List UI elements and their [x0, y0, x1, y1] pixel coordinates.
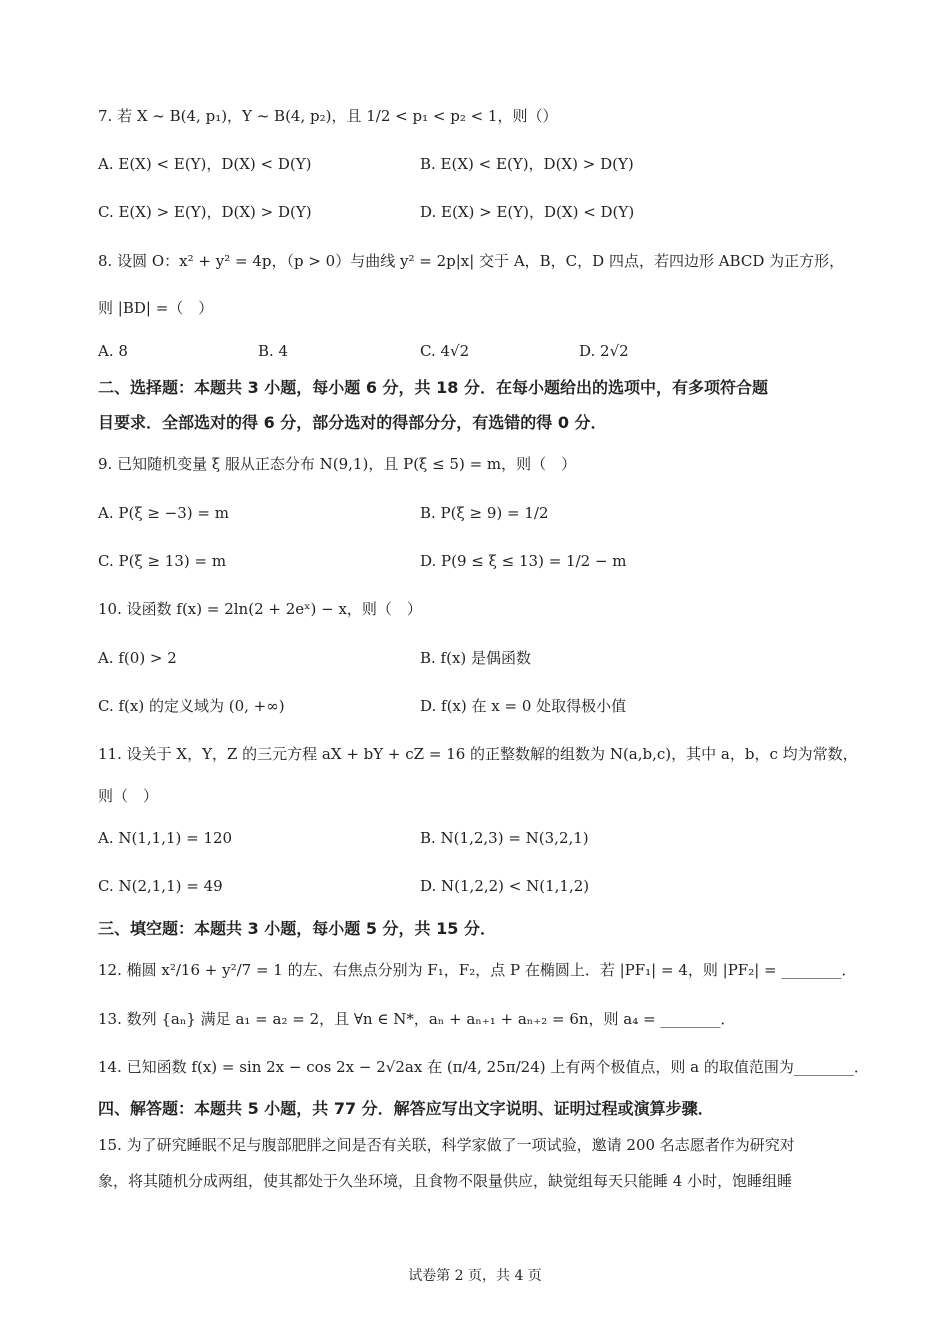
q7-option-b: B. E(X) < E(Y)，D(X) > D(Y): [420, 155, 634, 173]
q11-option-c: C. N(2,1,1) = 49: [98, 877, 223, 895]
section-2-heading: 二、选择题：本题共 3 小题，每小题 6 分，共 18 分．在每小题给出的选项中，有多项符合题: [98, 378, 768, 397]
q7-option-a: A. E(X) < E(Y)，D(X) < D(Y): [98, 155, 312, 173]
q9-option-b: B. P(ξ ≥ 9) = 1/2: [420, 504, 549, 522]
q10-option-d: D. f(x) 在 x = 0 处取得极小值: [420, 697, 627, 715]
q8-option-d: D. 2√2: [579, 342, 629, 360]
q7-option-c: C. E(X) > E(Y)，D(X) > D(Y): [98, 203, 312, 221]
section-2-heading-continued: 目要求．全部选对的得 6 分，部分选对的得部分分，有选错的得 0 分．: [98, 413, 607, 432]
q8-stem-continued: 则 |BD| =（ ）: [98, 299, 214, 317]
q14: 14. 已知函数 f(x) = sin 2x − cos 2x − 2√2ax 在 (π/4, 25π/24) 上有两个极值点，则 a 的取值范围为________．: [98, 1058, 869, 1076]
section-4-heading: 四、解答题：本题共 5 小题，共 77 分．解答应写出文字说明、证明过程或演算步骤．: [98, 1099, 714, 1118]
q8-option-c: C. 4√2: [420, 342, 470, 360]
page-footer: 试卷第 2 页，共 4 页: [408, 1268, 542, 1284]
q7-stem: 7. 若 X ~ B(4, p₁)，Y ~ B(4, p₂)，且 1/2 < p₁ < p₂ < 1，则（）: [98, 107, 558, 125]
q7-option-d: D. E(X) > E(Y)，D(X) < D(Y): [420, 203, 635, 221]
q10-stem: 10. 设函数 f(x) = 2ln(2 + 2eˣ) − x，则（ ）: [98, 600, 422, 618]
q8-stem: 8. 设圆 O：x² + y² = 4p，（p > 0）与曲线 y² = 2p|x| 交于 A，B，C，D 四点，若四边形 ABCD 为正方形，: [98, 252, 845, 270]
q8-option-a: A. 8: [98, 342, 128, 360]
q15-line-2: 象，将其随机分成两组，使其都处于久坐环境，且食物不限量供应，缺觉组每天只能睡 4 小时，饱睡组睡: [98, 1172, 793, 1190]
q15-line-1: 15. 为了研究睡眠不足与腹部肥胖之间是否有关联，科学家做了一项试验，邀请 200 名志愿者作为研究对: [98, 1136, 795, 1154]
q9-stem: 9. 已知随机变量 ξ 服从正态分布 N(9,1)，且 P(ξ ≤ 5) = m，则（ ）: [98, 455, 577, 473]
q11-option-d: D. N(1,2,2) < N(1,1,2): [420, 877, 590, 895]
q10-option-a: A. f(0) > 2: [98, 649, 177, 667]
q9-option-d: D. P(9 ≤ ξ ≤ 13) = 1/2 − m: [420, 552, 627, 570]
q10-option-c: C. f(x) 的定义域为 (0, +∞): [98, 697, 285, 715]
q9-option-a: A. P(ξ ≥ −3) = m: [98, 504, 229, 522]
q8-option-b: B. 4: [258, 342, 289, 360]
q11-option-a: A. N(1,1,1) = 120: [98, 829, 233, 847]
q10-option-b: B. f(x) 是偶函数: [420, 649, 532, 667]
q12: 12. 椭圆 x²/16 + y²/7 = 1 的左、右焦点分别为 F₁，F₂，点 P 在椭圆上．若 |PF₁| = 4，则 |PF₂| = ________．: [98, 961, 857, 979]
q9-option-c: C. P(ξ ≥ 13) = m: [98, 552, 227, 570]
q11-stem: 11. 设关于 X，Y，Z 的三元方程 aX + bY + cZ = 16 的正整数解的组数为 N(a,b,c)，其中 a，b，c 均为常数，: [98, 745, 858, 763]
q13: 13. 数列 {aₙ} 满足 a₁ = a₂ = 2，且 ∀n ∈ N*，aₙ + aₙ₊₁ + aₙ₊₂ = 6n，则 a₄ = ________．: [98, 1010, 736, 1028]
q11-option-b: B. N(1,2,3) = N(3,2,1): [420, 829, 589, 847]
q11-stem-continued: 则（ ）: [98, 787, 159, 805]
section-3-heading: 三、填空题：本题共 3 小题，每小题 5 分，共 15 分．: [98, 919, 496, 938]
